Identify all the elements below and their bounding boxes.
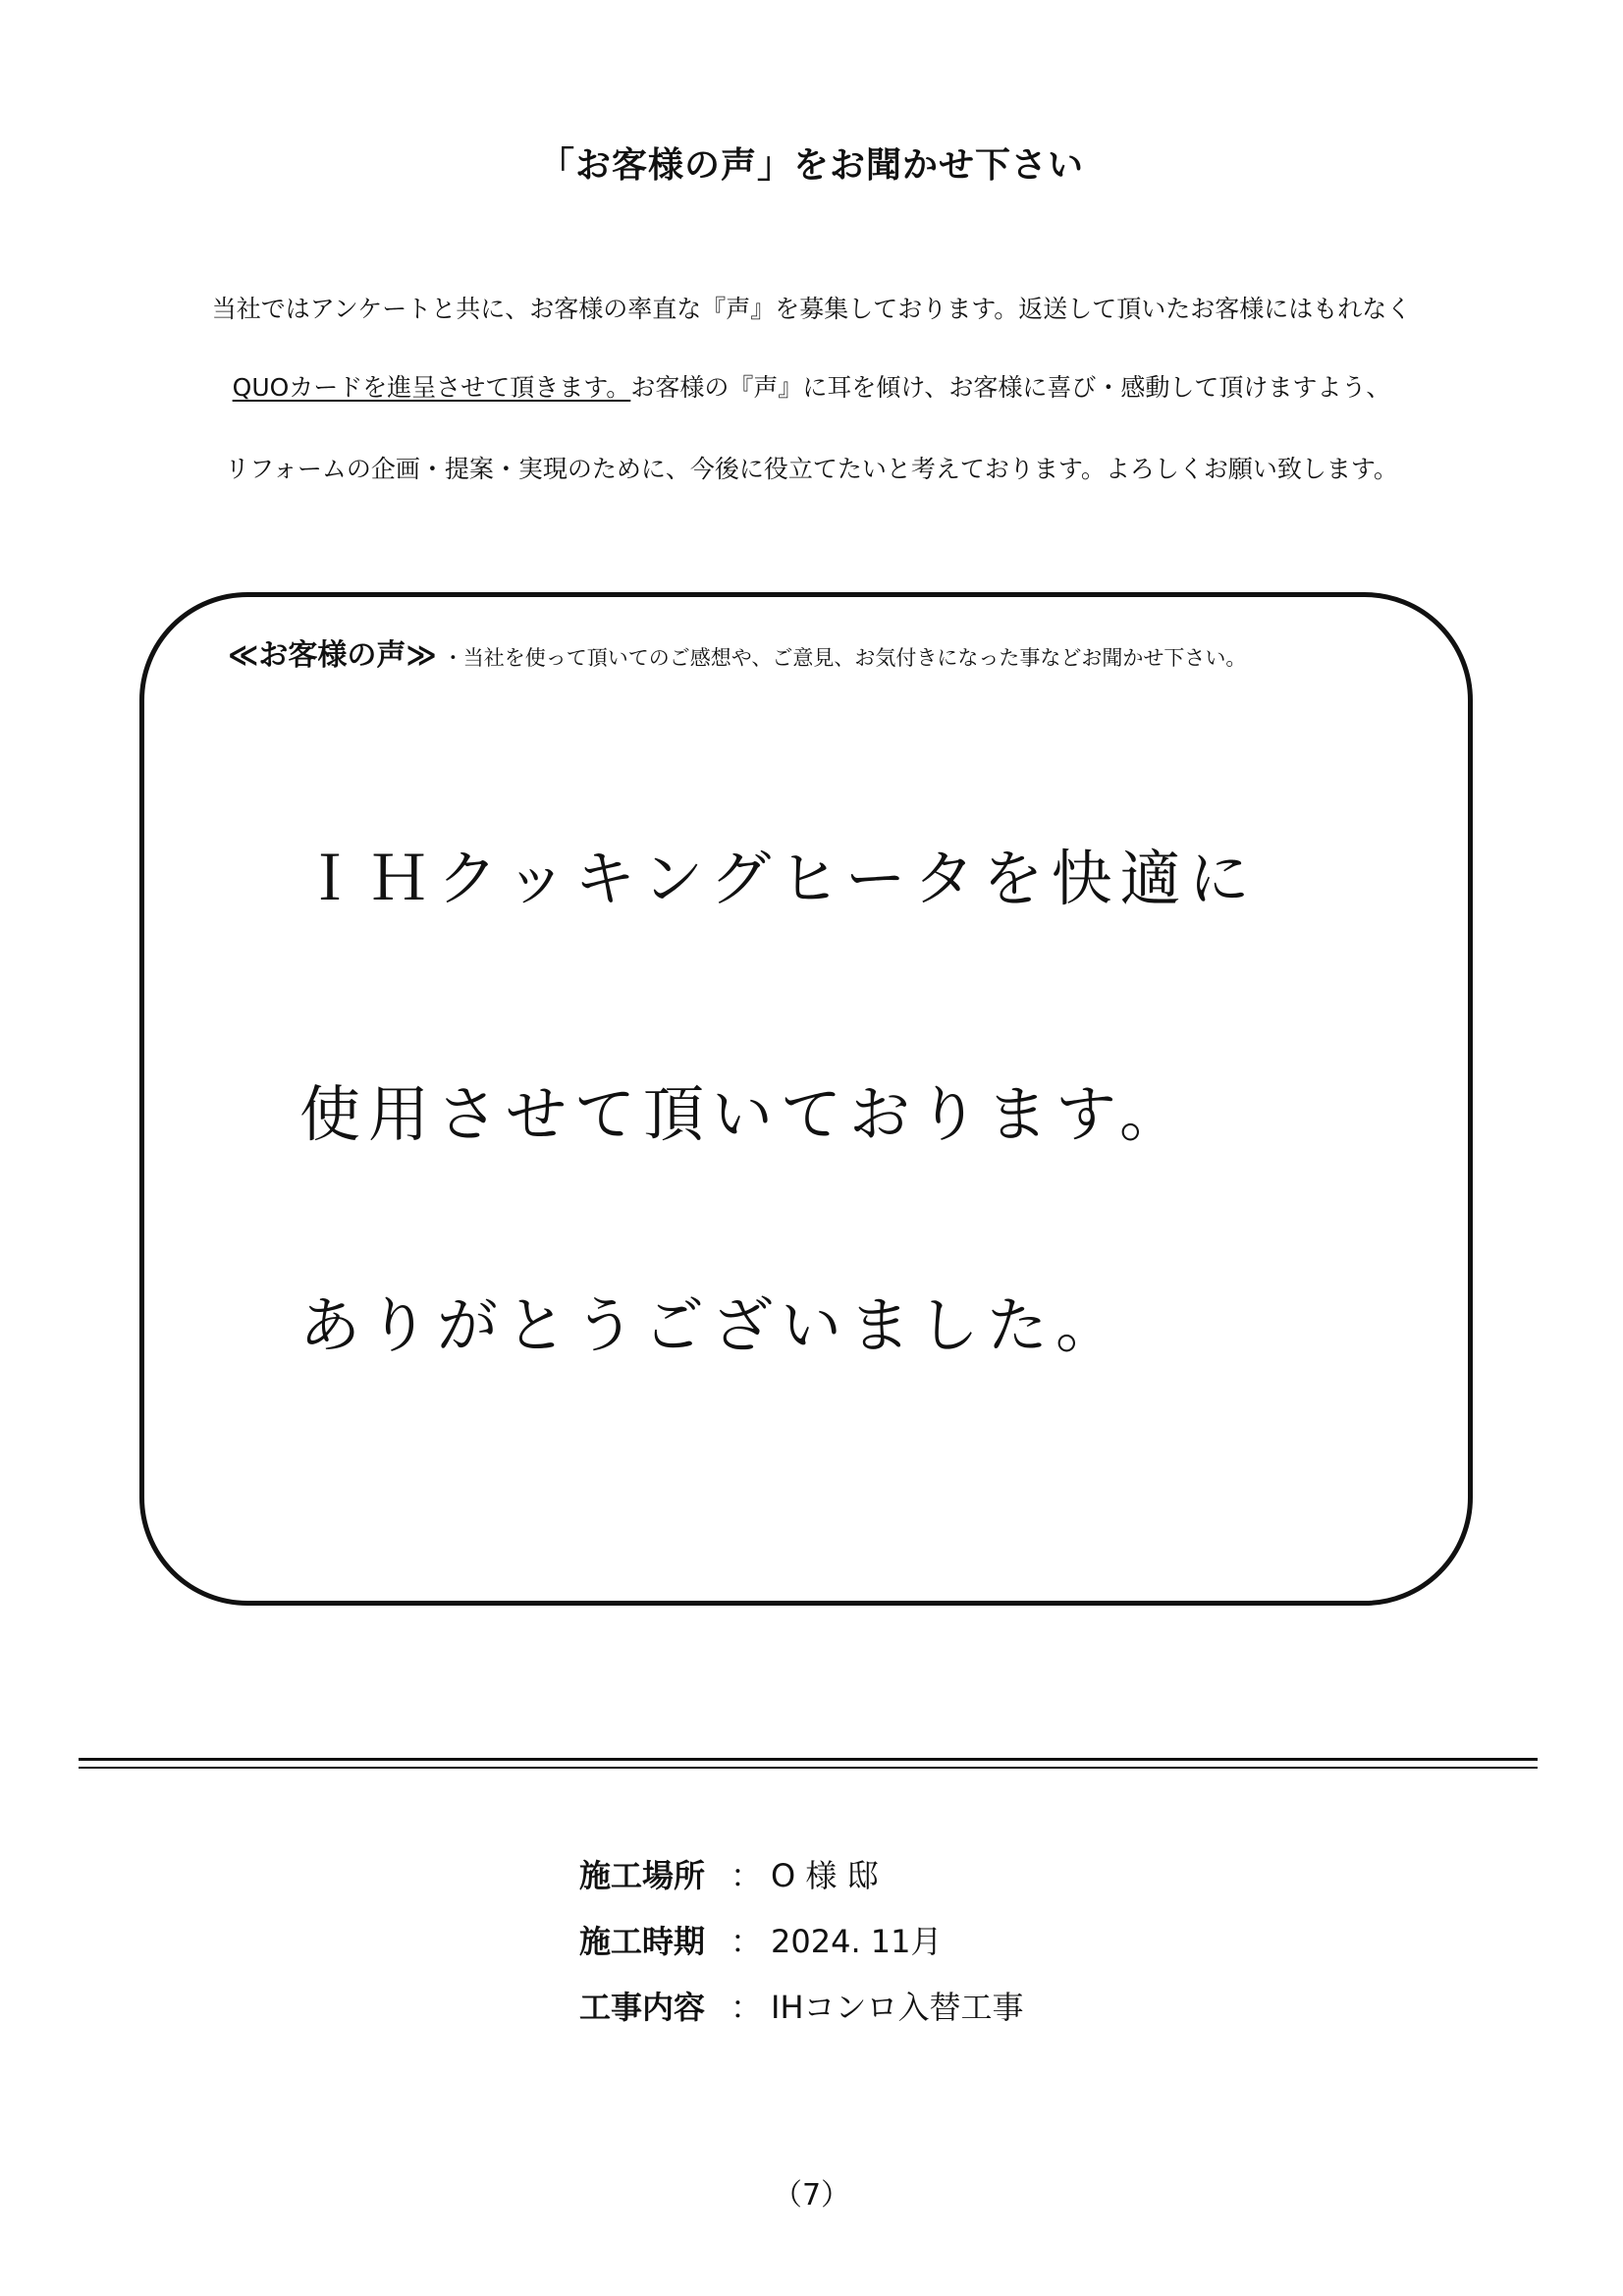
page-title: 「お客様の声」をお聞かせ下さい <box>538 145 1084 186</box>
info-row-period <box>579 1917 943 1962</box>
divider-line-bottom <box>79 1767 1538 1769</box>
info-colon: ： <box>730 1923 762 1960</box>
info-row-work <box>579 1983 1024 2028</box>
info-value: 2024. 11月 <box>771 1923 943 1960</box>
info-value: IHコンロ入替工事 <box>771 1989 1024 2026</box>
page-number: （7） <box>772 2178 851 2213</box>
voice-box-heading <box>228 630 1246 674</box>
intro-line-3: リフォームの企画・提案・実現のために、今後に役立てたいと考えております。よろしくお願い致します。 <box>225 455 1398 483</box>
info-colon: ： <box>730 1857 762 1894</box>
customer-comment-line-3: ありがとうございました。 <box>299 1289 1125 1361</box>
customer-comment-line-2: 使用させて頂いております。 <box>299 1078 1189 1150</box>
customer-comment-line-1: ＩＨクッキングヒータを快適に <box>299 843 1258 914</box>
voice-box-prompt: ・当社を使って頂いてのご感想や、ご意見、お気付きになった事などお聞かせ下さい。 <box>442 646 1247 670</box>
info-value: O 様 邸 <box>771 1857 879 1894</box>
voice-box-title: ≪お客様の声≫ <box>228 638 437 673</box>
info-colon: ： <box>730 1989 762 2026</box>
divider-line-top <box>79 1758 1538 1761</box>
intro-line-1: 当社ではアンケートと共に、お客様の率直な『声』を募集しております。返送して頂いたお客様にはもれなく <box>211 295 1412 323</box>
info-label: 施工場所 <box>579 1857 706 1894</box>
intro-line-2 <box>0 368 1623 404</box>
info-label: 工事内容 <box>579 1989 706 2026</box>
info-row-location <box>579 1851 879 1896</box>
info-label: 施工時期 <box>579 1923 706 1960</box>
quo-card-notice: QUOカードを進呈させて頂きます。 <box>232 373 631 402</box>
intro-line-2-rest: お客様の『声』に耳を傾け、お客様に喜び・感動して頂けますよう、 <box>630 373 1391 402</box>
